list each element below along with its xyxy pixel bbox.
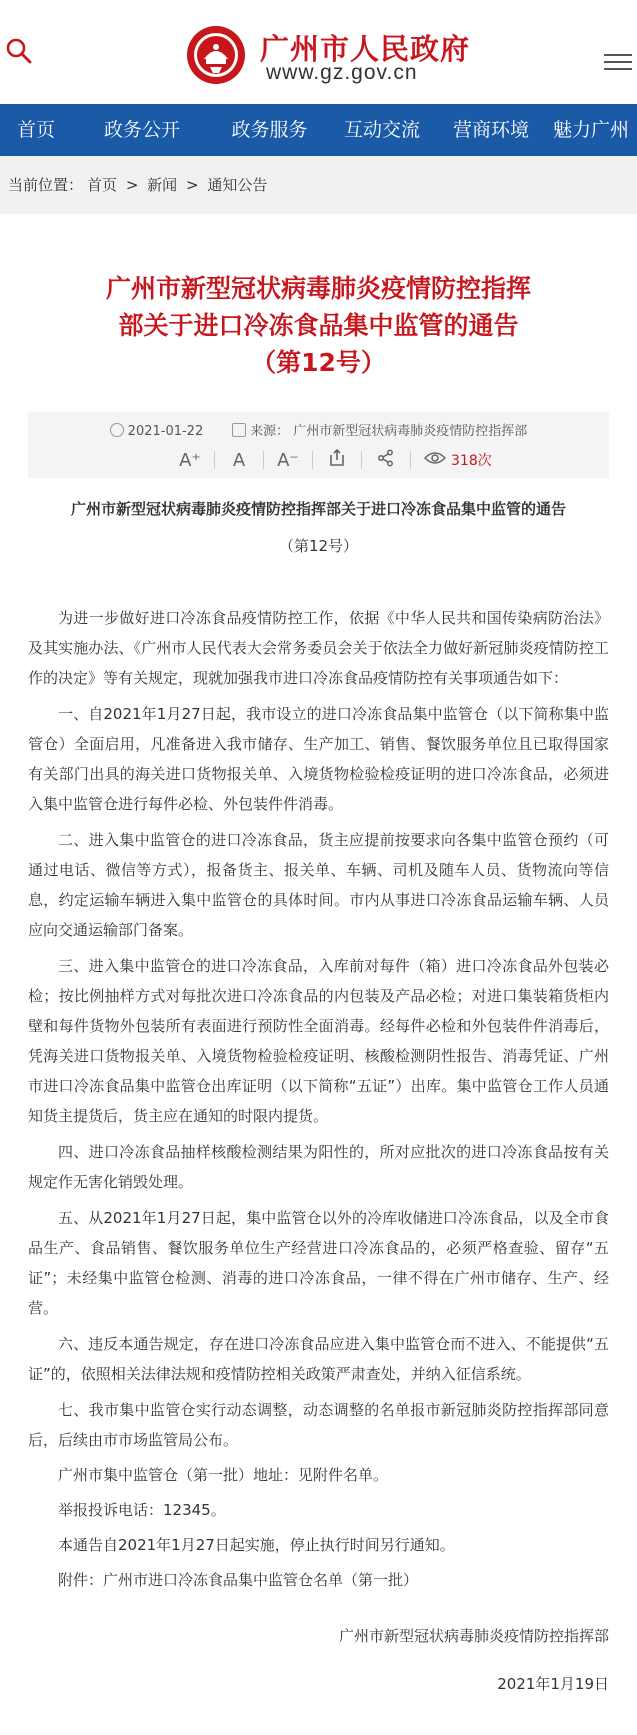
breadcrumb-item-notices[interactable]: 通知公告 xyxy=(207,176,268,194)
search-icon[interactable] xyxy=(4,36,34,66)
content-paragraph: 三、进入集中监管仓的进口冷冻食品，入库前对每件（箱）进口冷冻食品外包装必检；按比例抽样方式对每批次进口冷冻食品的内包装及产品必检；对进口集装箱货柜内壁和每件货物外包装所有表面进行预防性全面消毒。经每件必检和外包装件件消毒后，凭海关进口货物报关单、入境货物检验检疫证明、核酸检测阴性报告、消毒凭证、广州市进口冷冻食品集中监管仓出库证明（以下简称“五证”）出库。集中监管仓工作人员通知货主提货后，货主应在通知的时限内提货。 xyxy=(28,957,609,1125)
article-source: 来源： 广州市新型冠状病毒肺炎疫情防控指挥部 xyxy=(250,424,528,439)
font-decrease-button[interactable]: A⁻ xyxy=(277,449,299,471)
gz-government-emblem-icon[interactable] xyxy=(186,25,246,85)
attachment-link[interactable]: 附件：广州市进口冷冻食品集中监管仓名单（第一批） xyxy=(58,1571,419,1589)
article-meta-info xyxy=(28,420,609,439)
toolbar-divider xyxy=(410,451,411,469)
signature: 广州市新型冠状病毒肺炎疫情防控指挥部 xyxy=(338,1627,609,1645)
view-count: 318次 xyxy=(451,453,492,469)
article-toolbar xyxy=(178,446,492,474)
content-paragraph: 二、进入集中监管仓的进口冷冻食品，货主应提前按要求向各集中监管仓预约（可通过电话、微信等方式），报备货主、报关单、车辆、司机及随车人员、货物流向等信息，约定运输车辆进入集中监管仓的具体时间。市内从事进口冷冻食品运输车辆、人员应向交通运输部门备案。 xyxy=(28,831,609,939)
font-increase-button[interactable]: A⁺ xyxy=(179,449,201,471)
nav-item-government-services[interactable]: 政务服务 xyxy=(231,119,308,141)
content-paragraph: 一、自2021年1月27日起，我市设立的进口冷冻食品集中监管仓（以下简称集中监管仓）全面启用，凡准备进入我市储存、生产加工、销售、餐饮服务单位且已取得国家有关部门出具的海关进口货物报关单、入境货物检验检疫证明的进口冷冻食品，必须进入集中监管仓进行每件必检、外包装件件消毒。 xyxy=(28,705,609,813)
content-paragraph: 六、违反本通告规定，存在进口冷冻食品应进入集中监管仓而不进入、不能提供“五证”的，依照相关法律法规和疫情防控相关政策严肃查处，并纳入征信系统。 xyxy=(28,1335,609,1383)
nav-item-interaction[interactable]: 互动交流 xyxy=(343,119,420,141)
toolbar-divider xyxy=(214,451,215,469)
content-paragraph: 七、我市集中监管仓实行动态调整，动态调整的名单报市新冠肺炎防控指挥部同意后，后续由市市场监管局公布。 xyxy=(28,1401,609,1449)
breadcrumb-separator: > xyxy=(125,176,139,194)
bookmark-icon[interactable] xyxy=(325,449,349,472)
content-heading: 广州市新型冠状病毒肺炎疫情防控指挥部关于进口冷冻食品集中监管的通告 xyxy=(70,500,566,518)
article-title-line: 部关于进口冷冻食品集中监管的通告 xyxy=(118,311,519,340)
article-title-line: （第12号） xyxy=(251,348,386,377)
toolbar-divider xyxy=(361,451,362,469)
content-paragraph: 广州市集中监管仓（第一批）地址：见附件名单。 xyxy=(58,1466,389,1484)
share-icon[interactable] xyxy=(374,449,398,472)
nav-item-home[interactable]: 首页 xyxy=(16,119,55,141)
content-paragraph: 四、进口冷冻食品抽样核酸检测结果为阳性的，所对应批次的进口冷冻食品按有关规定作无害化销毁处理。 xyxy=(28,1143,609,1191)
site-url[interactable]: www.gz.gov.cn xyxy=(266,61,418,84)
hamburger-menu-icon[interactable] xyxy=(604,54,632,76)
document-icon xyxy=(232,423,246,437)
article-content xyxy=(28,490,609,1699)
toolbar-divider xyxy=(263,451,264,469)
breadcrumb-separator: > xyxy=(185,176,199,194)
content-subheading: （第12号） xyxy=(278,537,359,555)
content-paragraph: 举报投诉电话：12345。 xyxy=(58,1501,226,1519)
font-reset-button[interactable]: A xyxy=(232,449,246,471)
breadcrumb xyxy=(0,156,637,214)
signature-date: 2021年1月19日 xyxy=(497,1675,609,1693)
site-header xyxy=(0,0,637,104)
publish-date: 2021-01-22 xyxy=(127,424,204,439)
breadcrumb-prefix: 当前位置： xyxy=(8,176,84,194)
nav-item-business-environment[interactable]: 营商环境 xyxy=(452,119,529,141)
article-meta xyxy=(28,412,609,478)
clock-icon xyxy=(110,423,124,437)
nav-item-government-affairs[interactable]: 政务公开 xyxy=(103,119,180,141)
content-paragraph: 五、从2021年1月27日起，集中监管仓以外的冷库收储进口冷冻食品，以及全市食品生产、食品销售、餐饮服务单位生产经营进口冷冻食品的，必须严格查验、留存“五证”；未经集中监管仓检测、消毒的进口冷冻食品，一律不得在广州市储存、生产、经营。 xyxy=(28,1209,609,1317)
breadcrumb-item-news[interactable]: 新闻 xyxy=(147,176,178,194)
article-title-line: 广州市新型冠状病毒肺炎疫情防控指挥 xyxy=(105,274,531,303)
main-nav xyxy=(0,104,637,156)
content-paragraph: 本通告自2021年1月27日起实施，停止执行时间另行通知。 xyxy=(58,1536,455,1554)
eye-icon xyxy=(423,450,447,471)
content-paragraph: 为进一步做好进口冷冻食品疫情防控工作，依据《中华人民共和国传染病防治法》及其实施办法、《广州市人民代表大会常务委员会关于依法全力做好新冠肺炎疫情防控工作的决定》等有关规定，现就加强我市进口冷冻食品疫情防控有关事项通告如下： xyxy=(28,609,609,687)
breadcrumb-item-home[interactable]: 首页 xyxy=(87,176,118,194)
nav-item-charming-guangzhou[interactable]: 魅力广州 xyxy=(552,119,629,141)
article-title xyxy=(0,270,637,381)
toolbar-divider xyxy=(312,451,313,469)
site-title[interactable]: 广州市人民政府 xyxy=(260,32,471,66)
